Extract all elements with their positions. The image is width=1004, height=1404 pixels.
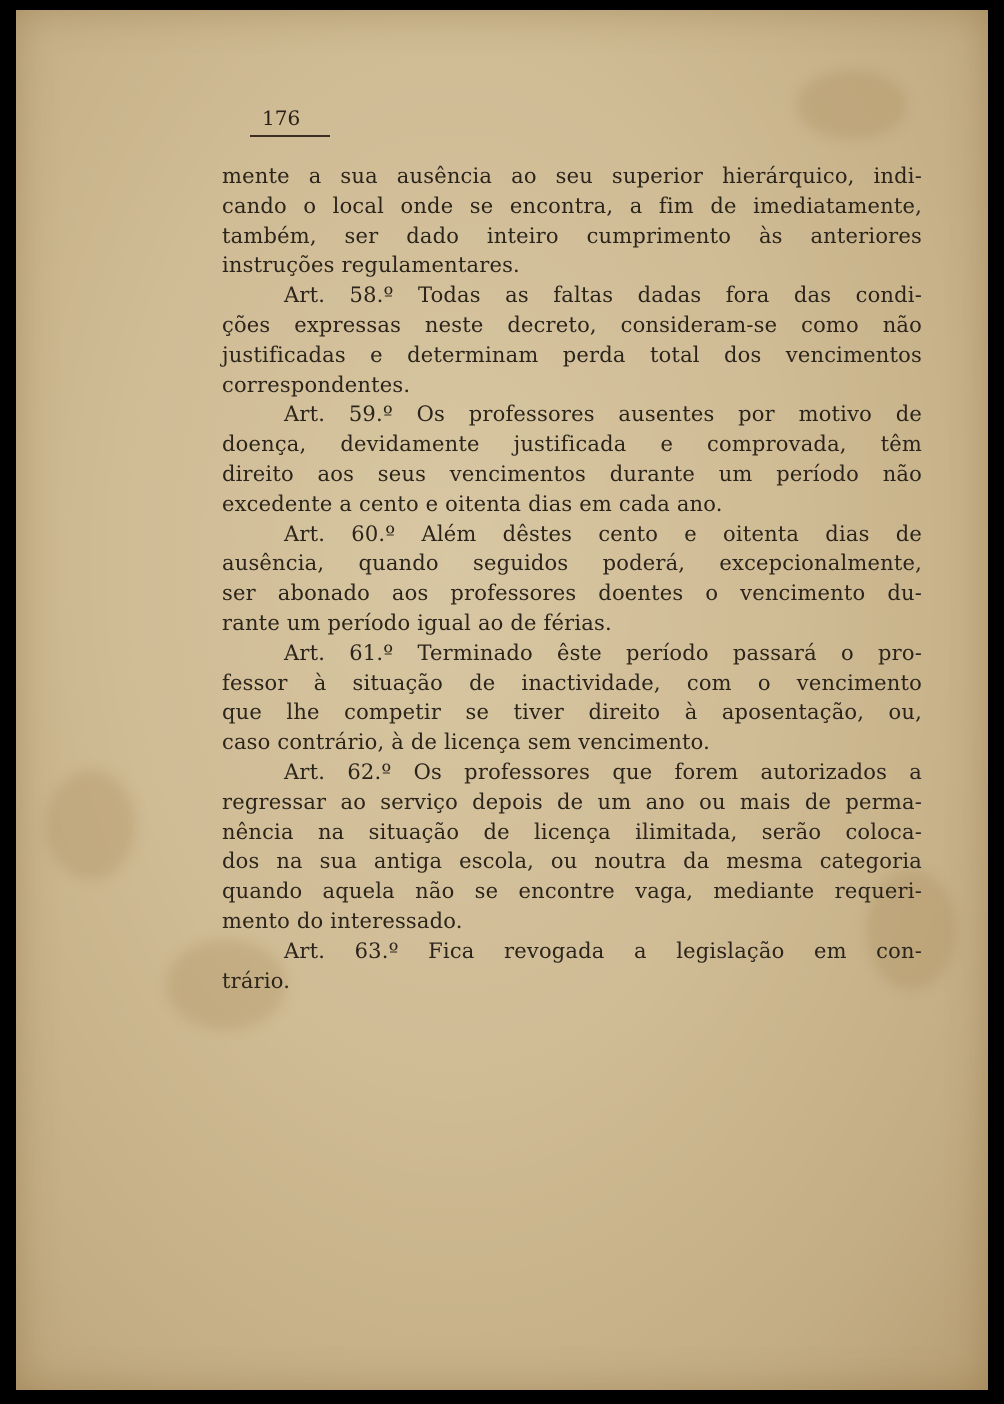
article-59-start: Art. 59.º Os professores ausentes por motivo de — [284, 402, 922, 427]
text-line: que lhe competir se tiver direito à aposentação, ou, — [222, 700, 922, 725]
text-line: mente a sua ausência ao seu superior hierárquico, indi- — [222, 164, 922, 188]
text-line: fessor à situação de inactividade, com o vencimento — [222, 670, 922, 695]
text-line: trário. — [222, 968, 291, 993]
page-number: 176 — [262, 106, 301, 130]
text-line: instruções regulamentares. — [222, 253, 520, 278]
paper-stain — [796, 70, 906, 140]
text-line: dos na sua antiga escola, ou noutra da mesma categoria — [222, 849, 922, 874]
text-line: ser abonado aos professores doentes o vencimento du- — [222, 581, 922, 606]
text-line: doença, devidamente justificada e comprovada, têm — [222, 432, 922, 457]
article-61-start: Art. 61.º Terminado êste período passará o pro- — [284, 640, 922, 665]
paper-stain — [46, 770, 136, 880]
text-line: caso contrário, à de licença sem vencimento. — [222, 730, 711, 755]
text-line: excedente a cento e oitenta dias em cada ano. — [222, 491, 723, 516]
text-line: mento do interessado. — [222, 908, 463, 933]
body-text — [222, 162, 922, 996]
article-58-start: Art. 58.º Todas as faltas dadas fora das condi- — [284, 283, 922, 308]
article-63-start: Art. 63.º Fica revogada a legislação em con- — [284, 938, 922, 963]
text-line: ções expressas neste decreto, consideram-se como não — [222, 312, 922, 337]
text-line: cando o local onde se encontra, a fim de imediatamente, — [222, 193, 922, 218]
article-60-start: Art. 60.º Além dêstes cento e oitenta dias de — [284, 521, 922, 546]
article-62-start: Art. 62.º Os professores que forem autorizados a — [284, 759, 922, 784]
text-line: direito aos seus vencimentos durante um período não — [222, 461, 922, 486]
text-line: ausência, quando seguidos poderá, excepcionalmente, — [222, 551, 922, 576]
text-line: regressar ao serviço depois de um ano ou mais de perma- — [222, 789, 922, 814]
text-line: quando aquela não se encontre vaga, mediante requeri- — [222, 879, 922, 904]
text-line: nência na situação de licença ilimitada, serão coloca- — [222, 819, 922, 844]
text-line: justificadas e determinam perda total dos vencimentos — [222, 342, 922, 367]
text-line: correspondentes. — [222, 372, 411, 397]
text-line: rante um período igual ao de férias. — [222, 610, 612, 635]
page-number-rule — [250, 135, 330, 137]
text-line: também, ser dado inteiro cumprimento às anteriores — [222, 223, 922, 248]
